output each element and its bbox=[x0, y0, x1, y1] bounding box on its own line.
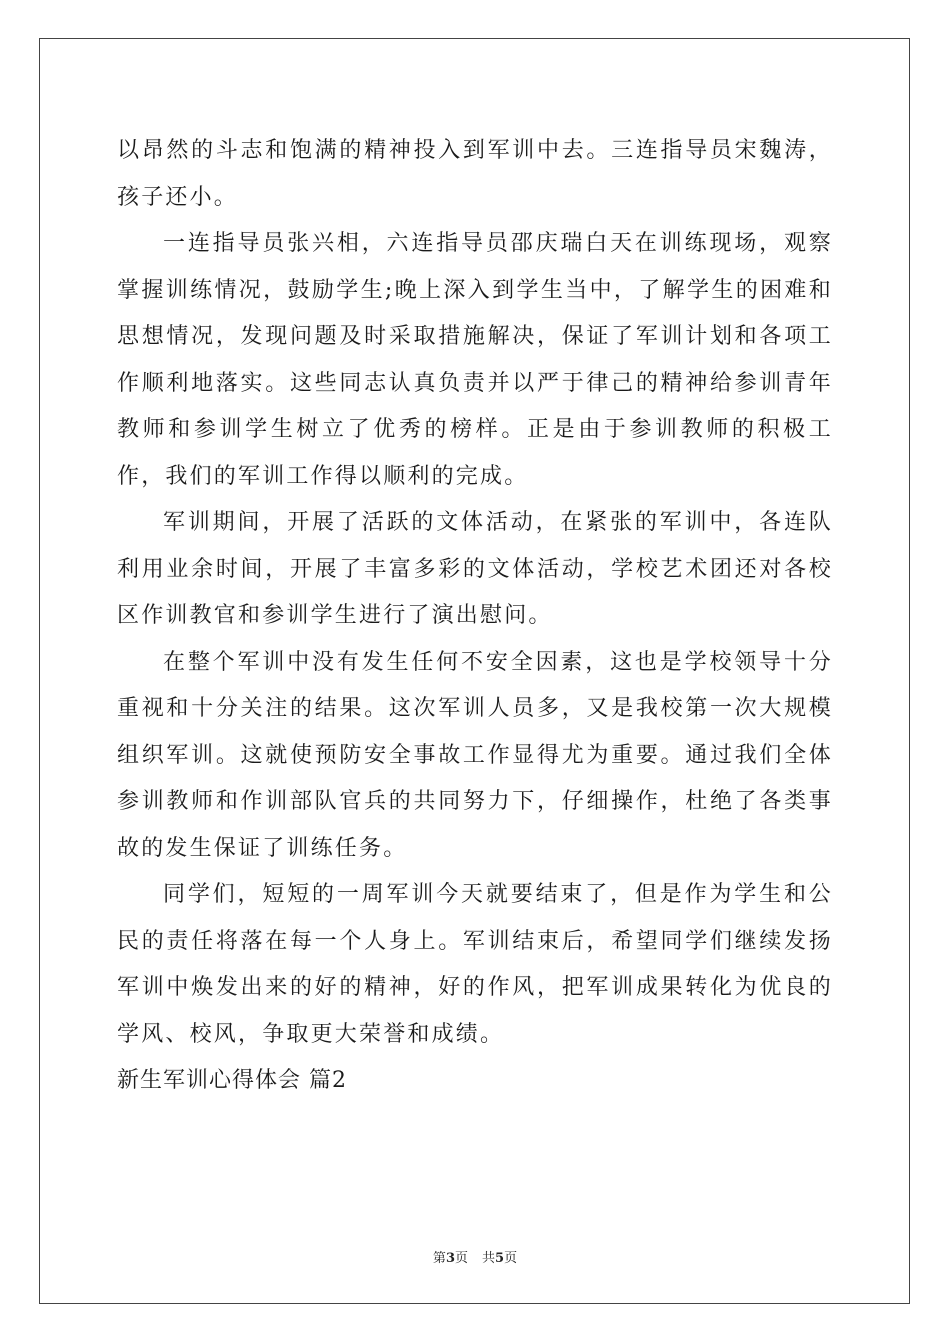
paragraph-2: 一连指导员张兴相，六连指导员邵庆瑞白天在训练现场，观察掌握训练情况，鼓励学生;晚上深入到学生当中，了解学生的困难和思想情况，发现问题及时采取措施解决，保证了军训计划和各项工作顺利地落实。这些同志认真负责并以严于律己的精神给参训青年教师和参训学生树立了优秀的榜样。正是由于参训教师的积极工作，我们的军训工作得以顺利的完成。 bbox=[117, 231, 833, 489]
paragraph-4: 在整个军训中没有发生任何不安全因素，这也是学校领导十分重视和十分关注的结果。这次军训人员多，又是我校第一次大规模组织军训。这就使预防安全事故工作显得尤为重要。通过我们全体参训教师和作训部队官兵的共同努力下，仔细操作，杜绝了各类事故的发生保证了训练任务。 bbox=[117, 649, 833, 861]
page-footer bbox=[0, 1247, 950, 1266]
page-prefix: 第 bbox=[432, 1251, 446, 1266]
paragraph-3: 军训期间，开展了活跃的文体活动，在紧张的军训中，各连队利用业余时间，开展了丰富多彩的文体活动，学校艺术团还对各校区作训教官和参训学生进行了演出慰问。 bbox=[117, 510, 833, 628]
section-heading: 新生军训心得体会 篇2 bbox=[117, 1068, 347, 1093]
total-pages: 5 bbox=[495, 1251, 505, 1266]
page-suffix: 页 bbox=[454, 1251, 468, 1266]
total-suffix: 页 bbox=[504, 1251, 518, 1266]
paragraph-5: 同学们，短短的一周军训今天就要结束了，但是作为学生和公民的责任将落在每一个人身上。军训结束后，希望同学们继续发扬军训中焕发出来的好的精神，好的作风，把军训成果转化为优良的学风、校风，争取更大荣誉和成绩。 bbox=[117, 882, 833, 1047]
document-body bbox=[117, 128, 833, 1105]
page-number: 3 bbox=[445, 1251, 455, 1266]
total-prefix: 共 bbox=[482, 1251, 496, 1266]
paragraph-1: 以昂然的斗志和饱满的精神投入到军训中去。三连指导员宋魏涛，孩子还小。 bbox=[117, 138, 833, 210]
